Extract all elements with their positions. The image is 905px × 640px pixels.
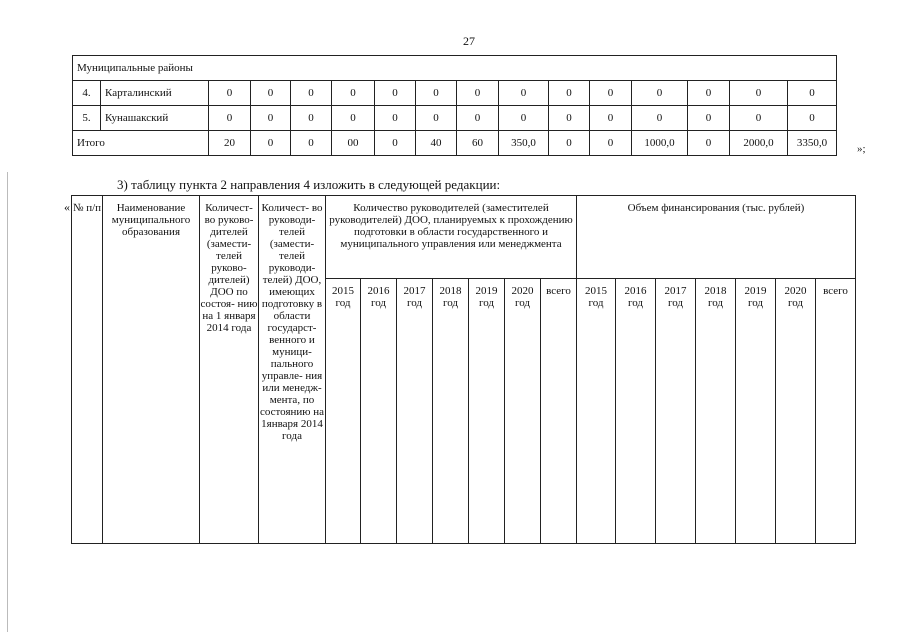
cell: 0 [416, 106, 457, 131]
section-row [73, 56, 837, 81]
cell: 0 [549, 106, 590, 131]
header-row [72, 196, 856, 279]
total-row [73, 131, 837, 156]
year-header: 2016 год [361, 279, 397, 544]
cell: 0 [688, 106, 730, 131]
year-header: 2019 год [736, 279, 776, 544]
cell: 0 [499, 81, 549, 106]
year-header: 2015 год [326, 279, 361, 544]
cell: 0 [590, 106, 632, 131]
cell: 0 [549, 81, 590, 106]
cell: 00 [332, 131, 375, 156]
cell: 0 [788, 81, 837, 106]
year-header: 2017 год [656, 279, 696, 544]
row-name: Карталинский [101, 81, 209, 106]
cell: 0 [632, 81, 688, 106]
cell: 0 [590, 81, 632, 106]
cell: 1000,0 [632, 131, 688, 156]
cell: 40 [416, 131, 457, 156]
top-table [72, 55, 837, 156]
year-header: 2016 год [616, 279, 656, 544]
section-label: Муниципальные районы [73, 56, 837, 81]
section-heading: 3) таблицу пункта 2 направления 4 изложить в следующей редакции: [117, 177, 501, 192]
year-header: 2020 год [505, 279, 541, 544]
cell: 350,0 [499, 131, 549, 156]
group2-header: Объем финансирования (тыс. рублей) [577, 196, 856, 279]
cell: 0 [291, 106, 332, 131]
cell: 0 [416, 81, 457, 106]
col-count1-header: Количест- во руково- дителей (замести- телей руково- дителей) ДОО по состоя- нию на 1 января 2014 года [200, 196, 259, 544]
total-label: Итого [73, 131, 209, 156]
page-number: 27 [463, 34, 475, 48]
year-header: 2020 год [776, 279, 816, 544]
opening-quote: « [64, 200, 70, 214]
cell: 0 [209, 106, 251, 131]
cell: 0 [688, 81, 730, 106]
cell: 0 [291, 81, 332, 106]
total-header: всего [541, 279, 577, 544]
total-header: всего [816, 279, 856, 544]
cell: 0 [209, 81, 251, 106]
cell: 0 [251, 106, 291, 131]
cell: 60 [457, 131, 499, 156]
row-num: 4. [73, 81, 101, 106]
cell: 0 [375, 131, 416, 156]
cell: 0 [590, 131, 632, 156]
cell: 3350,0 [788, 131, 837, 156]
cell: 2000,0 [730, 131, 788, 156]
cell: 0 [730, 106, 788, 131]
cell: 0 [457, 81, 499, 106]
cell: 0 [632, 106, 688, 131]
cell: 0 [332, 106, 375, 131]
col-name-header: Наименование муниципального образования [103, 196, 200, 544]
year-header: 2018 год [433, 279, 469, 544]
table-row [73, 81, 837, 106]
cell: 0 [457, 106, 499, 131]
cell: 0 [788, 106, 837, 131]
year-header: 2015 год [577, 279, 616, 544]
closing-quote: »; [857, 143, 866, 155]
cell: 0 [499, 106, 549, 131]
row-name: Кунашакский [101, 106, 209, 131]
cell: 0 [549, 131, 590, 156]
bottom-table [71, 195, 856, 544]
scan-edge-line [7, 172, 8, 632]
year-header: 2019 год [469, 279, 505, 544]
row-num: 5. [73, 106, 101, 131]
cell: 0 [730, 81, 788, 106]
cell: 0 [375, 106, 416, 131]
year-header: 2017 год [397, 279, 433, 544]
cell: 0 [251, 131, 291, 156]
year-header: 2018 год [696, 279, 736, 544]
table-row [73, 106, 837, 131]
cell: 0 [375, 81, 416, 106]
cell: 0 [332, 81, 375, 106]
cell: 20 [209, 131, 251, 156]
cell: 0 [688, 131, 730, 156]
cell: 0 [291, 131, 332, 156]
col-count2-header: Количест- во руководи- телей (замести- телей руководи- телей) ДОО, имеющих подготовку в области государст- венного и муници- пального управле- ния или менедж- мента, по состоянию на 1января 2014 года [259, 196, 326, 544]
cell: 0 [251, 81, 291, 106]
col-num-header: № п/п [72, 196, 103, 544]
group1-header: Количество руководителей (заместителей руководителей) ДОО, планируемых к прохождению подготовки в области государственного и муниципального управления или менеджмента [326, 196, 577, 279]
